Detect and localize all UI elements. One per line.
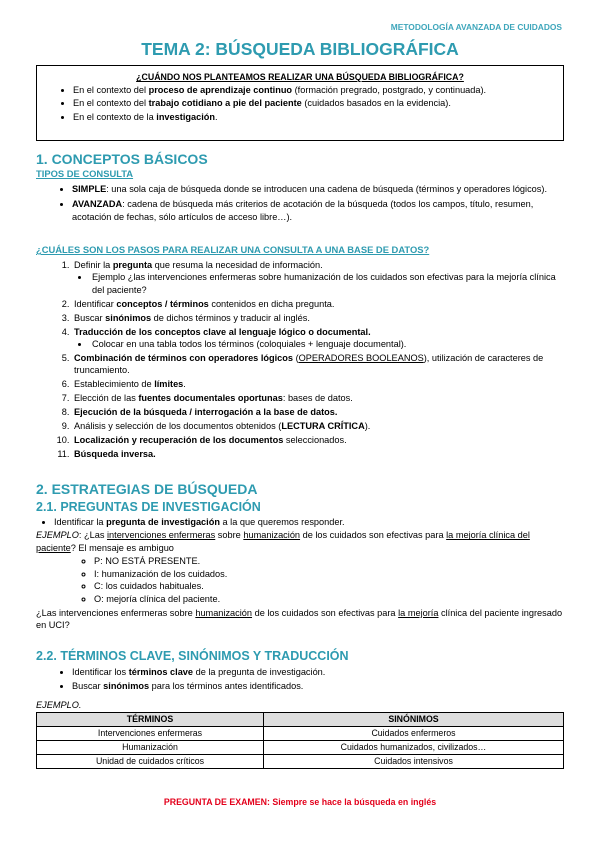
intro-list bbox=[37, 84, 563, 123]
step-item: 1. Definir la pregunta que resuma la necesidad de información. • Ejemplo ¿las intervenciones enfermeras sobre humanización de los cuidados son efectivas para la mejoría clínica del paciente? bbox=[72, 259, 564, 296]
table-header: SINÓNIMOS bbox=[264, 713, 564, 727]
step-subitem: • Ejemplo ¿las intervenciones enfermeras sobre humanización de los cuidados son efectivas para la mejoría clínica del paciente? bbox=[90, 271, 564, 296]
types-heading: TIPOS DE CONSULTA bbox=[36, 168, 134, 179]
types-block bbox=[36, 183, 564, 224]
intro-item: • En el contexto del trabajo cotidiano a pie del paciente (cuidados basados en la evidencia). bbox=[73, 97, 563, 109]
exam-note: PREGUNTA DE EXAMEN: Siempre se hace la búsqueda en inglés bbox=[163, 797, 437, 807]
intro-item: • En el contexto de la investigación. bbox=[73, 111, 563, 123]
type-simple: • SIMPLE: una sola caja de búsqueda donde se introducen una cadena de búsqueda (términos y operadores lógicos). bbox=[72, 183, 564, 195]
table-row bbox=[37, 741, 564, 755]
step-item: 10. Localización y recuperación de los documentos seleccionados. bbox=[72, 434, 564, 446]
step-item: 6. Establecimiento de límites. bbox=[72, 378, 564, 390]
terms-table bbox=[36, 712, 564, 769]
intro-item: • En el contexto del proceso de aprendizaje continuo (formación pregrado, postgrado, y continuada). bbox=[73, 84, 563, 96]
subsection-2-1-block bbox=[36, 516, 564, 632]
section1-heading: 1. CONCEPTOS BÁSICOS bbox=[36, 151, 208, 167]
pico-item: ◦ P: NO ESTÁ PRESENTE. bbox=[94, 555, 564, 567]
table-header-row bbox=[37, 713, 564, 727]
intro-box bbox=[36, 65, 564, 141]
table-cell: Intervenciones enfermeras bbox=[37, 727, 264, 741]
table-cell: Cuidados intensivos bbox=[264, 755, 564, 769]
subsection-2-1-heading: 2.1. PREGUNTAS DE INVESTIGACIÓN bbox=[36, 500, 261, 514]
section2-heading: 2. ESTRATEGIAS DE BÚSQUEDA bbox=[36, 481, 258, 497]
key-terms-bullet: • Identificar los términos clave de la pregunta de investigación. bbox=[72, 666, 564, 678]
table-header: TÉRMINOS bbox=[37, 713, 264, 727]
example-label: EJEMPLO. bbox=[36, 699, 82, 710]
research-question-bullet: • Identificar la pregunta de investigación a la que queremos responder. bbox=[54, 516, 564, 528]
table-cell: Cuidados enfermeros bbox=[264, 727, 564, 741]
course-header: METODOLOGÍA AVANZADA DE CUIDADOS bbox=[390, 22, 562, 32]
table-cell: Unidad de cuidados críticos bbox=[37, 755, 264, 769]
pico-item: ◦ O: mejoría clínica del paciente. bbox=[94, 593, 564, 605]
refined-question: ¿Las intervenciones enfermeras sobre humanización de los cuidados son efectivas para la mejoría clínica del paciente ingresado en UCI? bbox=[36, 607, 563, 631]
synonyms-bullet: • Buscar sinónimos para los términos antes identificados. bbox=[72, 680, 564, 692]
pico-item: ◦ I: humanización de los cuidados. bbox=[94, 568, 564, 580]
table-cell: Cuidados humanizados, civilizados… bbox=[264, 741, 564, 755]
subsection-2-2-block bbox=[36, 666, 564, 769]
step-item: 7. Elección de las fuentes documentales oportunas: bases de datos. bbox=[72, 392, 564, 404]
subsection-2-2-heading: 2.2. TÉRMINOS CLAVE, SINÓNIMOS Y TRADUCCIÓN bbox=[36, 649, 349, 663]
step-item: 4. Traducción de los conceptos clave al lenguaje lógico o documental. • Colocar en una tabla todos los términos (coloquiales + lenguaje documental). bbox=[72, 326, 564, 351]
step-item: 3. Buscar sinónimos de dichos términos y traducir al inglés. bbox=[72, 312, 564, 324]
pico-item: ◦ C: los cuidados habituales. bbox=[94, 580, 564, 592]
step-item: 11. Búsqueda inversa. bbox=[72, 448, 564, 460]
step-item: 2. Identificar conceptos / términos contenidos en dicha pregunta. bbox=[72, 298, 564, 310]
table-row bbox=[37, 727, 564, 741]
table-cell: Humanización bbox=[37, 741, 264, 755]
step-item: 5. Combinación de términos con operadores lógicos (OPERADORES BOOLEANOS), utilización de caracteres de truncamiento. bbox=[72, 352, 564, 377]
page-title: TEMA 2: BÚSQUEDA BIBLIOGRÁFICA bbox=[141, 39, 459, 59]
steps-heading: ¿CUÁLES SON LOS PASOS PARA REALIZAR UNA CONSULTA A UNA BASE DE DATOS? bbox=[36, 244, 430, 255]
table-row bbox=[37, 755, 564, 769]
type-advanced: • AVANZADA: cadena de búsqueda más criterios de acotación de la búsqueda (todos los campos, título, resumen, acotación de fechas, sólo artículos de acceso libre…). bbox=[72, 198, 564, 223]
step-subitem: • Colocar en una tabla todos los términos (coloquiales + lenguaje documental). bbox=[90, 338, 564, 350]
step-item: 8. Ejecución de la búsqueda / interrogación a la base de datos. bbox=[72, 406, 564, 418]
step-item: 9. Análisis y selección de los documentos obtenidos (LECTURA CRÍTICA). bbox=[72, 420, 564, 432]
example-paragraph: EJEMPLO: ¿Las intervenciones enfermeras sobre humanización de los cuidados son efectivas para la mejoría clínica del paciente? El mensaje es ambiguo bbox=[36, 530, 530, 553]
intro-question: ¿CUÁNDO NOS PLANTEAMOS REALIZAR UNA BÚSQUEDA BIBLIOGRÁFICA? bbox=[136, 72, 464, 82]
steps-block bbox=[36, 259, 564, 462]
pico-list bbox=[36, 555, 564, 605]
steps-list bbox=[36, 259, 564, 460]
